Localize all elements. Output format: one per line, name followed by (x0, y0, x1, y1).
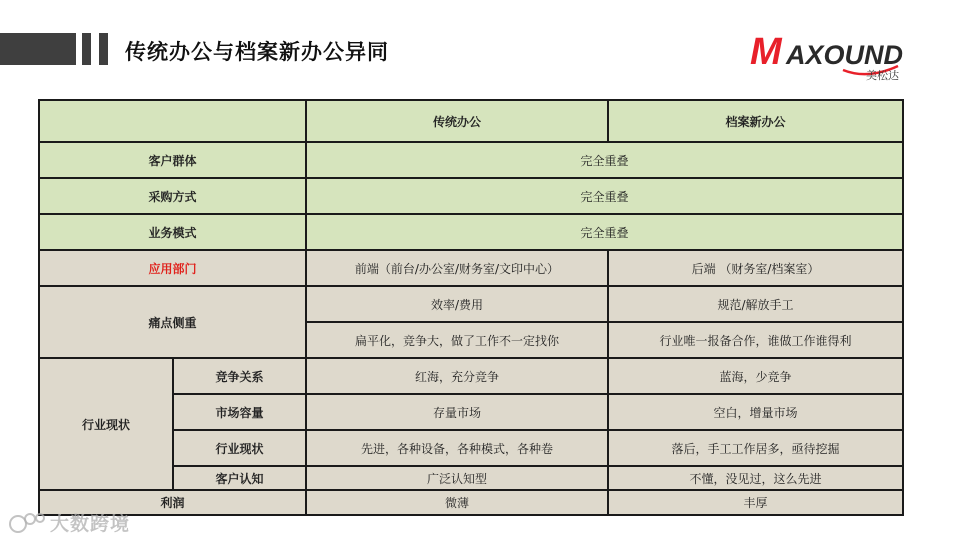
table-header-row (39, 100, 903, 142)
watermark (8, 509, 130, 536)
title-accent-bar (0, 33, 76, 65)
cell-status-new: 落后，手工工作居多，亟待挖掘 (608, 430, 903, 466)
row-label-app-dept: 应用部门 (39, 250, 306, 286)
cell-pain-1-new: 规范/解放手工 (608, 286, 903, 322)
sub-label-industry-status: 行业现状 (173, 430, 306, 466)
table-row (39, 214, 903, 250)
title-accent-stripe (82, 33, 91, 65)
cell-profit-new: 丰厚 (608, 490, 903, 515)
row-label-profit: 利润 (39, 490, 306, 515)
svg-text:M: M (750, 31, 782, 73)
cell-customer-group: 完全重叠 (306, 142, 903, 178)
svg-text:美松达: 美松达 (866, 69, 899, 82)
table-row (39, 178, 903, 214)
column-header-new: 档案新办公 (608, 100, 903, 142)
cell-status-traditional: 先进，各种设备，各种模式，各种卷 (306, 430, 608, 466)
page-title: 传统办公与档案新办公异同 (125, 40, 389, 64)
table-row (39, 142, 903, 178)
row-label-industry: 行业现状 (39, 358, 173, 490)
header-empty-cell (39, 100, 306, 142)
maxound-logo (748, 30, 928, 82)
cell-app-dept-new: 后端 （财务室/档案室） (608, 250, 903, 286)
cell-competition-traditional: 红海，充分竞争 (306, 358, 608, 394)
cell-market-traditional: 存量市场 (306, 394, 608, 430)
table-row (39, 358, 903, 394)
cell-pain-2-traditional: 扁平化，竞争大，做了工作不一定找你 (306, 322, 608, 358)
row-label-pain-points: 痛点侧重 (39, 286, 306, 358)
sub-label-customer-awareness: 客户认知 (173, 466, 306, 490)
row-label-business-model: 业务模式 (39, 214, 306, 250)
sub-label-competition: 竞争关系 (173, 358, 306, 394)
cell-market-new: 空白，增量市场 (608, 394, 903, 430)
cell-awareness-new: 不懂，没见过，这么先进 (608, 466, 903, 490)
watermark-text: 大数跨境 (50, 513, 131, 535)
cell-competition-new: 蓝海，少竞争 (608, 358, 903, 394)
watermark-logo-icon (8, 510, 48, 536)
table-row (39, 250, 903, 286)
cell-business-model: 完全重叠 (306, 214, 903, 250)
sub-label-market-capacity: 市场容量 (173, 394, 306, 430)
cell-purchase-method: 完全重叠 (306, 178, 903, 214)
row-label-purchase-method: 采购方式 (39, 178, 306, 214)
svg-text:AXOUND: AXOUND (786, 40, 904, 70)
title-accent-stripe (99, 33, 108, 65)
cell-awareness-traditional: 广泛认知型 (306, 466, 608, 490)
table-row (39, 286, 903, 322)
row-label-customer-group: 客户群体 (39, 142, 306, 178)
cell-app-dept-traditional: 前端（前台/办公室/财务室/文印中心） (306, 250, 608, 286)
cell-pain-2-new: 行业唯一报备合作，谁做工作谁得利 (608, 322, 903, 358)
column-header-traditional: 传统办公 (306, 100, 608, 142)
cell-pain-1-traditional: 效率/费用 (306, 286, 608, 322)
cell-profit-traditional: 微薄 (306, 490, 608, 515)
table-row (39, 490, 903, 515)
comparison-table (38, 99, 904, 516)
